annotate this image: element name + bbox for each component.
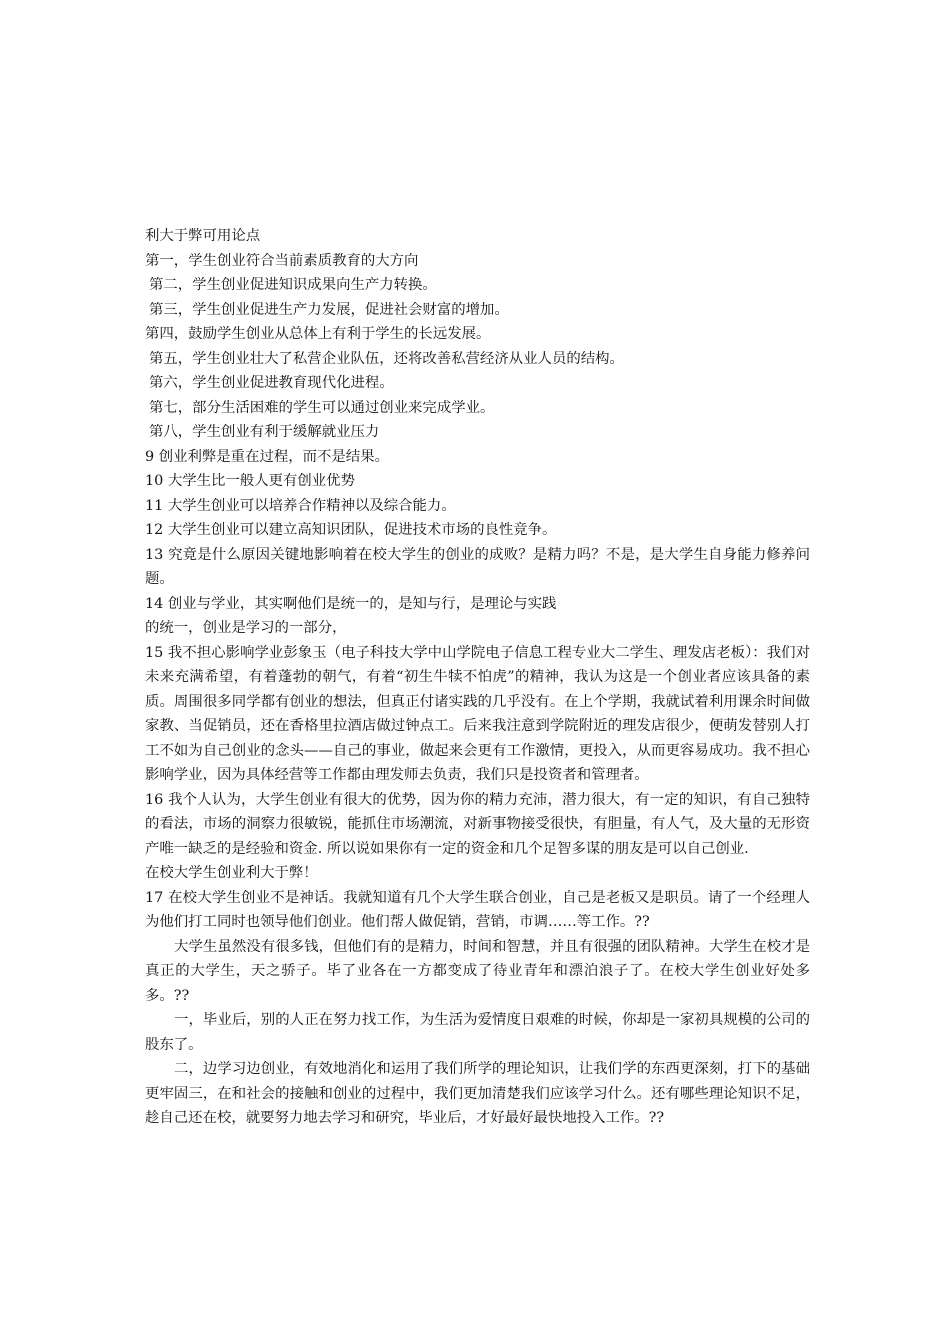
document-body <box>145 224 810 1131</box>
document-title: 利大于弊可用论点 <box>145 228 261 244</box>
point-2: 第二，学生创业促进知识成果向生产力转换。 <box>149 277 437 293</box>
point-8: 第八，学生创业有利于缓解就业压力 <box>149 424 380 440</box>
point-17: 17 在校大学生创业不是神话。我就知道有几个大学生联合创业，自己是老板又是职员。请了一个经理人为他们打工同时也领导他们创业。他们帮人做促销，营销，市调……等工作。?? <box>145 889 810 930</box>
paragraph-one: 一，毕业后，别的人正在努力找工作，为生活为爱情度日艰难的时候，你却是一家初具规模的公司的股东了。 <box>145 1012 810 1053</box>
point-14: 14 创业与学业，其实啊他们是统一的，是知与行，是理论与实践 <box>145 595 557 612</box>
point-12: 12 大学生创业可以建立高知识团队，促进技术市场的良性竞争。 <box>145 522 557 538</box>
point-13: 13 究竟是什么原因关键地影响着在校大学生的创业的成败？是精力吗？不是，是大学生自身能力修养问题。 <box>145 546 810 587</box>
point-16: 16 我个人认为，大学生创业有很大的优势，因为你的精力充沛，潜力很大，有一定的知识，有自己独特的看法，市场的洞察力很敏锐，能抓住市场潮流，对新事物接受很快，有胆量，有人气，及大量的无形资产唯一缺乏的是经验和资金. 所以说如果你有一定的资金和几个足智多谋的朋友是可以自己创业. <box>145 791 810 857</box>
point-1: 第一，学生创业符合当前素质教育的大方向 <box>145 252 419 269</box>
point-10: 10 大学生比一般人更有创业优势 <box>145 473 355 489</box>
point-3: 第三，学生创业促进生产力发展，促进社会财富的增加。 <box>149 301 509 318</box>
point-7: 第七，部分生活困难的学生可以通过创业来完成学业。 <box>149 399 495 416</box>
point-4: 第四，鼓励学生创业从总体上有利于学生的长远发展。 <box>145 326 491 342</box>
point-9: 9 创业利弊是重在过程，而不是结果。 <box>145 448 389 465</box>
paragraph-advantages: 大学生虽然没有很多钱，但他们有的是精力，时间和智慧，并且有很强的团队精神。大学生在校才是真正的大学生，天之骄子。毕了业各在一方都变成了待业青年和漂泊浪子了。在校大学生创业好处多多。?? <box>145 938 810 1004</box>
paragraph-two: 二，边学习边创业，有效地消化和运用了我们所学的理论知识，让我们学的东西更深刻，打下的基础更牢固三，在和社会的接触和创业的过程中，我们更加清楚我们应该学习什么。还有哪些理论知识不足，趁自己还在校，就要努力地去学习和研究，毕业后，才好最好最快地投入工作。?? <box>145 1061 810 1126</box>
point-14-continued: 的统一，创业是学习的一部分， <box>145 620 347 636</box>
point-15: 15 我不担心影响学业彭象玉（电子科技大学中山学院电子信息工程专业大二学生、理发店老板）：我们对未来充满希望，有着蓬勃的朝气，有着“初生牛犊不怕虎”的精神，我认为这是一个创业者应该具备的素质。周围很多同学都有创业的想法，但真正付诸实践的几乎没有。在上个学期，我就试着利用课余时间做家教、当促销员，还在香格里拉酒店做过钟点工。后来我注意到学院附近的理发店很少，便萌发替别人打工不如为自己创业的念头——自己的事业，做起来会更有工作激情，更投入，从而更容易成功。我不担心影响学业，因为具体经营等工作都由理发师去负责，我们只是投资者和管理者。 <box>145 644 810 783</box>
point-11: 11 大学生创业可以培养合作精神以及综合能力。 <box>145 497 456 514</box>
point-5: 第五，学生创业壮大了私营企业队伍，还将改善私营经济从业人员的结构。 <box>149 350 624 367</box>
section-heading: 在校大学生创业利大于弊！ <box>145 865 318 881</box>
point-6: 第六，学生创业促进教育现代化进程。 <box>149 375 394 391</box>
